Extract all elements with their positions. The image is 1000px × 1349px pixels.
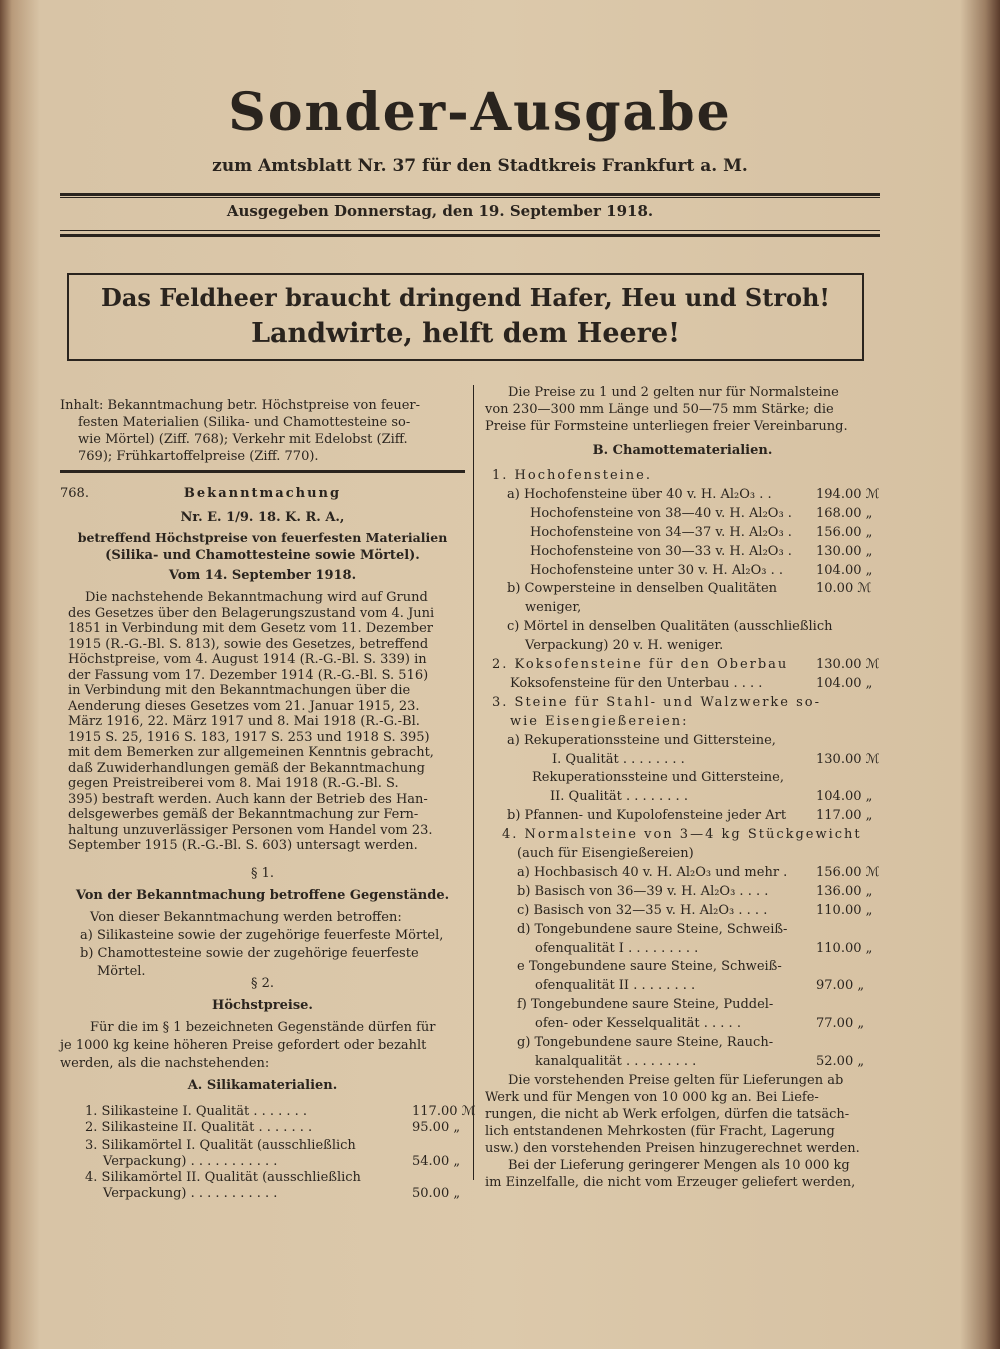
chamotte-row-text: 3. Steine für Stahl- und Walzwerke so- [492, 694, 821, 710]
chamotte-row-price: 130.00 „ [816, 543, 873, 559]
notice-body-line: Die nachstehende Bekanntmachung wird auf Grund [85, 590, 428, 605]
contents-line: festen Materialien (Silika- und Chamottesteine so- [78, 415, 411, 430]
notice-body-line: des Gesetzes über den Belagerungszustand vom 4. Juni [68, 605, 435, 621]
section-2-text: Für die im § 1 bezeichneten Gegenstände dürfen für [90, 1020, 436, 1035]
chamotte-row-price: 156.00 ℳ [816, 864, 880, 880]
silika-item-text: 1. Silikasteine I. Qualität . . . . . . . [85, 1104, 308, 1119]
notice-body-line: haltung unzuverlässiger Personen vom Handel vom 23. [68, 822, 433, 838]
chamotte-row-text: c) Mörtel in denselben Qualitäten (ausschließlich [507, 619, 833, 635]
section-a-heading: A. Silikamaterialien. [187, 1078, 338, 1093]
closing-text: rungen, die nicht ab Werk erfolgen, dürfen die tatsäch- [485, 1107, 850, 1122]
notice-body-line: 1915 (R.-G.-Bl. S. 813), sowie des Gesetzes, betreffend [68, 636, 429, 652]
chamotte-row-text: Hochofensteine von 30—33 v. H. Al₂O₃ . [530, 543, 792, 559]
notice-line-1: Das Feldheer braucht dringend Hafer, Heu und Stroh! [101, 283, 830, 312]
chamotte-row-text: e Tongebundene saure Steine, Schweiß- [517, 959, 782, 975]
column-divider [473, 385, 474, 1180]
chamotte-row-text: Hochofensteine unter 30 v. H. Al₂O₃ . . [530, 562, 783, 578]
chamotte-row-price: 104.00 „ [816, 789, 873, 805]
silika-item-text: 4. Silikamörtel II. Qualität (ausschließlich [85, 1170, 361, 1185]
section-b-heading: B. Chamottematerialien. [592, 443, 773, 458]
chamotte-row-price: 130.00 ℳ [816, 751, 880, 767]
section-1-text: a) Silikasteine sowie der zugehörige feuerfeste Mörtel, [80, 928, 444, 943]
rule-top-thin [60, 197, 880, 198]
rule-issued-thin [60, 230, 880, 231]
closing-text: Werk und für Mengen von 10 000 kg an. Bei Liefe- [485, 1090, 819, 1105]
chamotte-row-price: 104.00 „ [816, 675, 873, 691]
rule-issued [60, 234, 880, 237]
chamotte-row-text: a) Rekuperationssteine und Gittersteine, [507, 732, 776, 748]
chamotte-row-price: 194.00 ℳ [816, 486, 880, 502]
notice-number: 768. [60, 486, 89, 501]
chamotte-row-text: Verpackung) 20 v. H. weniger. [525, 638, 724, 654]
contents-line: 769); Frühkartoffelpreise (Ziff. 770). [78, 449, 319, 464]
closing-text: Die vorstehenden Preise gelten für Lieferungen ab [508, 1073, 844, 1088]
masthead-title: Sonder-Ausgabe [228, 82, 732, 143]
chamotte-row-price: 136.00 „ [816, 883, 873, 899]
section-1-text: Mörtel. [97, 964, 146, 979]
rule-top [60, 193, 880, 196]
section-2-heading: Höchstpreise. [212, 998, 313, 1013]
notice-line-2: Landwirte, helft dem Heere! [251, 318, 680, 349]
chamotte-row-text: Hochofensteine von 34—37 v. H. Al₂O₃ . [530, 524, 792, 540]
silika-item-text: 3. Silikamörtel I. Qualität (ausschließlich [85, 1138, 356, 1153]
section-1-label: § 1. [250, 866, 275, 881]
notice-body-line: Aenderung dieses Gesetzes vom 21. Januar 1915, 23. [68, 698, 420, 714]
chamotte-row-price: 77.00 „ [816, 1016, 865, 1032]
closing-text: lich entstandenen Mehrkosten (für Fracht, Lagerung [485, 1124, 835, 1139]
chamotte-row-price: 110.00 „ [816, 940, 873, 956]
chamotte-row-price: 110.00 „ [816, 902, 873, 918]
chamotte-row-text: Koksofensteine für den Unterbau . . . . [510, 675, 763, 691]
masthead-subtitle: zum Amtsblatt Nr. 37 für den Stadtkreis Frankfurt a. M. [212, 156, 748, 176]
notice-heading: Bekanntmachung [183, 486, 342, 501]
chamotte-row-price: 156.00 „ [816, 524, 873, 540]
chamotte-row-text: a) Hochbasisch 40 v. H. Al₂O₃ und mehr . [517, 864, 788, 880]
right-intro: Die Preise zu 1 und 2 gelten nur für Normalsteine [508, 385, 839, 400]
rule-contents [60, 470, 465, 473]
notice-body-line: mit dem Bemerken zur allgemeinen Kenntnis gebracht, [68, 745, 434, 760]
chamotte-row-text: g) Tongebundene saure Steine, Rauch- [517, 1035, 774, 1050]
notice-body-line: Höchstpreise, vom 4. August 1914 (R.-G.-Bl. S. 339) in [68, 652, 427, 667]
chamotte-row-price: 117.00 „ [816, 808, 873, 824]
chamotte-row-text: b) Pfannen- und Kupolofensteine jeder Art [507, 808, 787, 824]
closing-text: usw.) den vorstehenden Preisen hinzugerechnet werden. [485, 1141, 860, 1156]
chamotte-row-text: II. Qualität . . . . . . . . [550, 789, 688, 805]
silika-item-price: 54.00 „ [412, 1154, 461, 1169]
chamotte-row-text: ofenqualität II . . . . . . . . [535, 978, 696, 994]
notice-body-line: in Verbindung mit den Bekanntmachungen über die [68, 683, 411, 698]
chamotte-row-text: weniger, [525, 600, 582, 616]
issue-date: Ausgegeben Donnerstag, den 19. September 1918. [226, 202, 654, 220]
chamotte-row-text: f) Tongebundene saure Steine, Puddel- [517, 997, 774, 1013]
section-1-heading: Von der Bekanntmachung betroffene Gegenstände. [75, 888, 450, 903]
chamotte-row-text: kanalqualität . . . . . . . . . [535, 1053, 697, 1069]
notice-body-line: delsgewerbes gemäß der Bekanntmachung zur Fern- [68, 807, 419, 822]
closing-text: Bei der Lieferung geringerer Mengen als 10 000 kg [508, 1158, 850, 1173]
chamotte-row-text: d) Tongebundene saure Steine, Schweiß- [517, 921, 788, 937]
notice-box [67, 273, 864, 361]
chamotte-row-text: 2. Koksofensteine für den Oberbau [492, 657, 789, 672]
contents-line: wie Mörtel) (Ziff. 768); Verkehr mit Edelobst (Ziff. [78, 432, 408, 447]
chamotte-row-price: 104.00 „ [816, 562, 873, 578]
closing-text: im Einzelfalle, die nicht vom Erzeuger geliefert werden, [485, 1175, 856, 1190]
silika-item-price: 95.00 „ [412, 1120, 461, 1135]
chamotte-row-text: c) Basisch von 32—35 v. H. Al₂O₃ . . . . [517, 902, 768, 918]
notice-body-line: der Fassung vom 17. Dezember 1914 (R.-G.-Bl. S. 516) [68, 667, 429, 683]
chamotte-row-price: 52.00 „ [816, 1053, 865, 1069]
chamotte-row-price: 168.00 „ [816, 505, 873, 521]
chamotte-row-text: 4. Normalsteine von 3—4 kg Stückgewicht [502, 827, 862, 843]
section-2-label: § 2. [250, 976, 275, 991]
right-intro: Preise für Formsteine unterliegen freier Vereinbarung. [485, 419, 848, 434]
notice-body-line: daß Zuwiderhandlungen gemäß der Bekanntmachung [68, 760, 425, 776]
section-1-text: b) Chamottesteine sowie der zugehörige feuerfeste [80, 946, 419, 961]
chamotte-row-text: wie Eisengießereien: [510, 713, 689, 729]
chamotte-row-text: ofen- oder Kesselqualität . . . . . [535, 1016, 741, 1032]
chamotte-row-text: Hochofensteine von 38—40 v. H. Al₂O₃ . [530, 505, 792, 521]
section-2-text: je 1000 kg keine höheren Preise gefordert oder bezahlt [60, 1038, 427, 1053]
silika-item-text: Verpackung) . . . . . . . . . . . [103, 1186, 278, 1201]
notice-body-line: September 1915 (R.-G.-Bl. S. 603) untersagt werden. [68, 838, 418, 853]
chamotte-row-price: 130.00 ℳ [816, 657, 880, 672]
right-intro: von 230—300 mm Länge und 50—75 mm Stärke; die [485, 402, 834, 417]
notice-body-line: 395) bestraft werden. Auch kann der Betrieb des Han- [68, 791, 428, 807]
notice-title: betreffend Höchstpreise von feuerfesten Materialien [77, 530, 448, 545]
chamotte-row-text: b) Cowpersteine in denselben Qualitäten [507, 581, 778, 597]
chamotte-row-price: 97.00 „ [816, 978, 865, 994]
notice-body-line: 1915 S. 25, 1916 S. 183, 1917 S. 253 und 1918 S. 395) [68, 729, 430, 745]
notice-title: (Silika- und Chamottesteine sowie Mörtel). [105, 548, 420, 563]
chamotte-row-price: 10.00 ℳ [816, 581, 872, 597]
notice-body-line: gegen Preistreiberei vom 8. Mai 1918 (R.-G.-Bl. S. [68, 776, 399, 791]
section-1-text: Von dieser Bekanntmachung werden betroffen: [90, 910, 402, 925]
notice-date: Vom 14. September 1918. [168, 568, 357, 583]
silika-item-text: 2. Silikasteine II. Qualität . . . . . . . [85, 1120, 313, 1135]
chamotte-row-text: 1. Hochofensteine. [492, 468, 653, 483]
chamotte-row-text: (auch für Eisengießereien) [517, 846, 694, 861]
contents-line: Inhalt: Bekanntmachung betr. Höchstpreise von feuer- [60, 398, 421, 413]
chamotte-row-text: I. Qualität . . . . . . . . [552, 751, 685, 767]
chamotte-row-text: b) Basisch von 36—39 v. H. Al₂O₃ . . . . [517, 883, 769, 899]
chamotte-row-text: a) Hochofensteine über 40 v. H. Al₂O₃ . . [507, 486, 772, 502]
chamotte-row-text: ofenqualität I . . . . . . . . . [535, 940, 699, 956]
silika-item-price: 117.00 ℳ [412, 1104, 476, 1119]
notice-body-line: März 1916, 22. März 1917 und 8. Mai 1918 (R.-G.-Bl. [68, 714, 420, 729]
silika-item-text: Verpackung) . . . . . . . . . . . [103, 1154, 278, 1169]
chamotte-row-text: Rekuperationssteine und Gittersteine, [532, 770, 784, 786]
section-2-text: werden, als die nachstehenden: [60, 1056, 270, 1071]
silika-item-price: 50.00 „ [412, 1186, 461, 1201]
notice-body-line: 1851 in Verbindung mit dem Gesetz vom 11. Dezember [68, 621, 433, 636]
notice-ref: Nr. E. 1/9. 18. K. R. A., [180, 510, 345, 525]
